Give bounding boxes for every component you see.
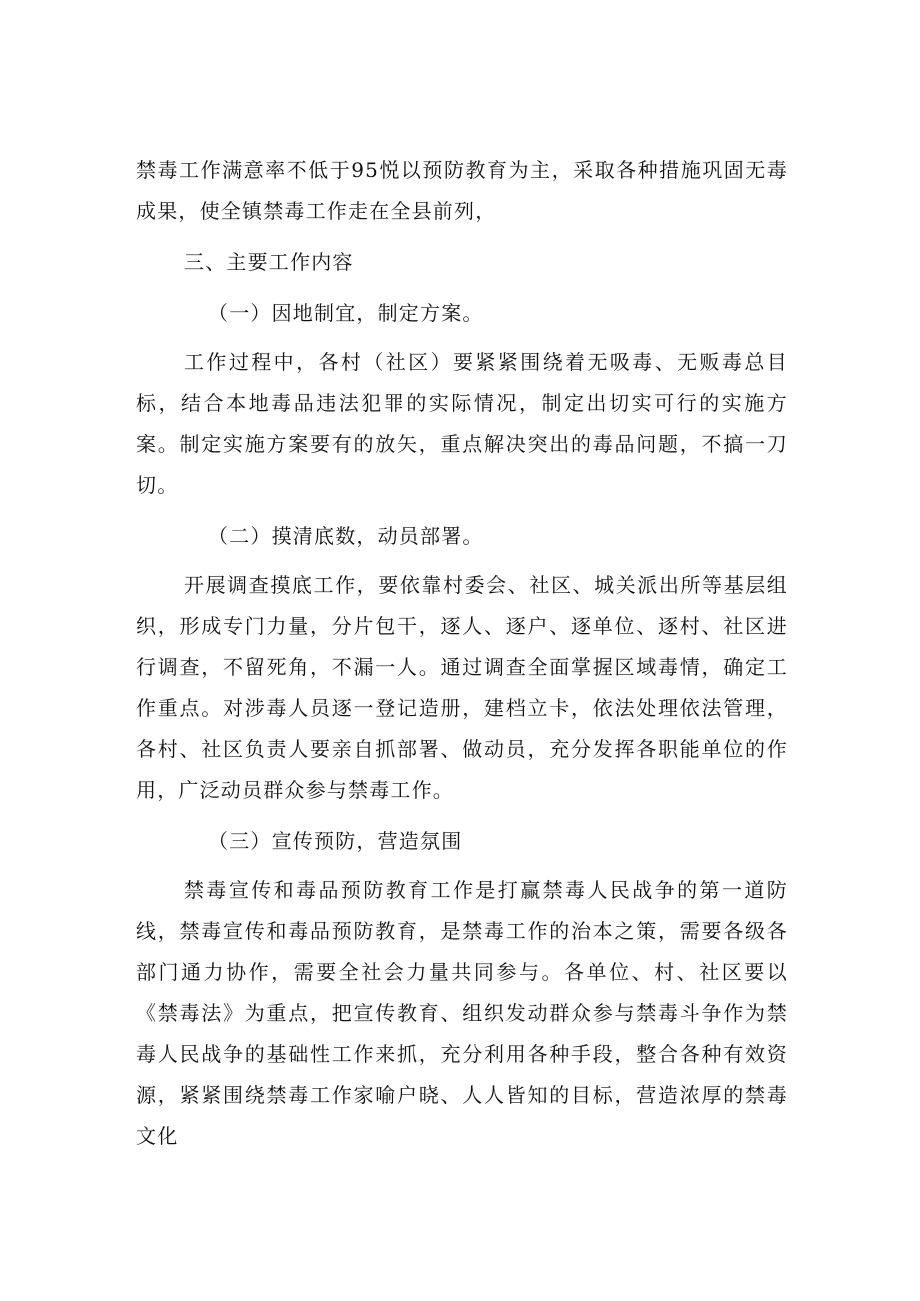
section-heading-main-work: 三、主要工作内容 [184, 250, 354, 274]
paragraph-continued: 禁毒工作满意率不低于95悦以预防教育为主，采取各种措施巩固无毒成果，使全镇禁毒工作走在全县前列， [136, 158, 788, 223]
subheading-2: （二）摸清底数，动员部署。 [208, 524, 484, 548]
paragraph-survey: 开展调查摸底工作，要依靠村委会、社区、城关派出所等基层组织，形成专门力量，分片包干，逐人、逐户、逐单位、逐村、社区进行调查，不留死角，不漏一人。通过调查全面掌握区域毒情，确定工作重点。对涉毒人员逐一登记造册，建档立卡，依法处理依法管理，各村、社区负责人要亲自抓部署、做动员，充分发挥各职能单位的作用，广泛动员群众参与禁毒工作。 [136, 573, 788, 802]
paragraph-publicity: 禁毒宣传和毒品预防教育工作是打赢禁毒人民战争的第一道防线，禁毒宣传和毒品预防教育，是禁毒工作的治本之策，需要各级各部门通力协作，需要全社会力量共同参与。各单位、村、社区要以《禁毒法》为重点，把宣传教育、组织发动群众参与禁毒斗争作为禁毒人民战争的基础性工作来抓，充分利用各种手段，整合各种有效资源，紧紧围绕禁毒工作家喻户晓、人人皆知的目标，营造浓厚的禁毒文化 [136, 878, 788, 1148]
subheading-3: （三）宣传预防，营造氛围 [208, 829, 463, 853]
subheading-1: （一）因地制宜，制定方案。 [208, 301, 484, 325]
document-body [136, 150, 788, 1157]
paragraph-plan: 工作过程中，各村（社区）要紧紧围绕着无吸毒、无贩毒总目标，结合本地毒品违法犯罪的实际情况，制定出切实可行的实施方案。制定实施方案要有的放矢，重点解决突出的毒品问题，不搞一刀切。 [136, 350, 788, 497]
